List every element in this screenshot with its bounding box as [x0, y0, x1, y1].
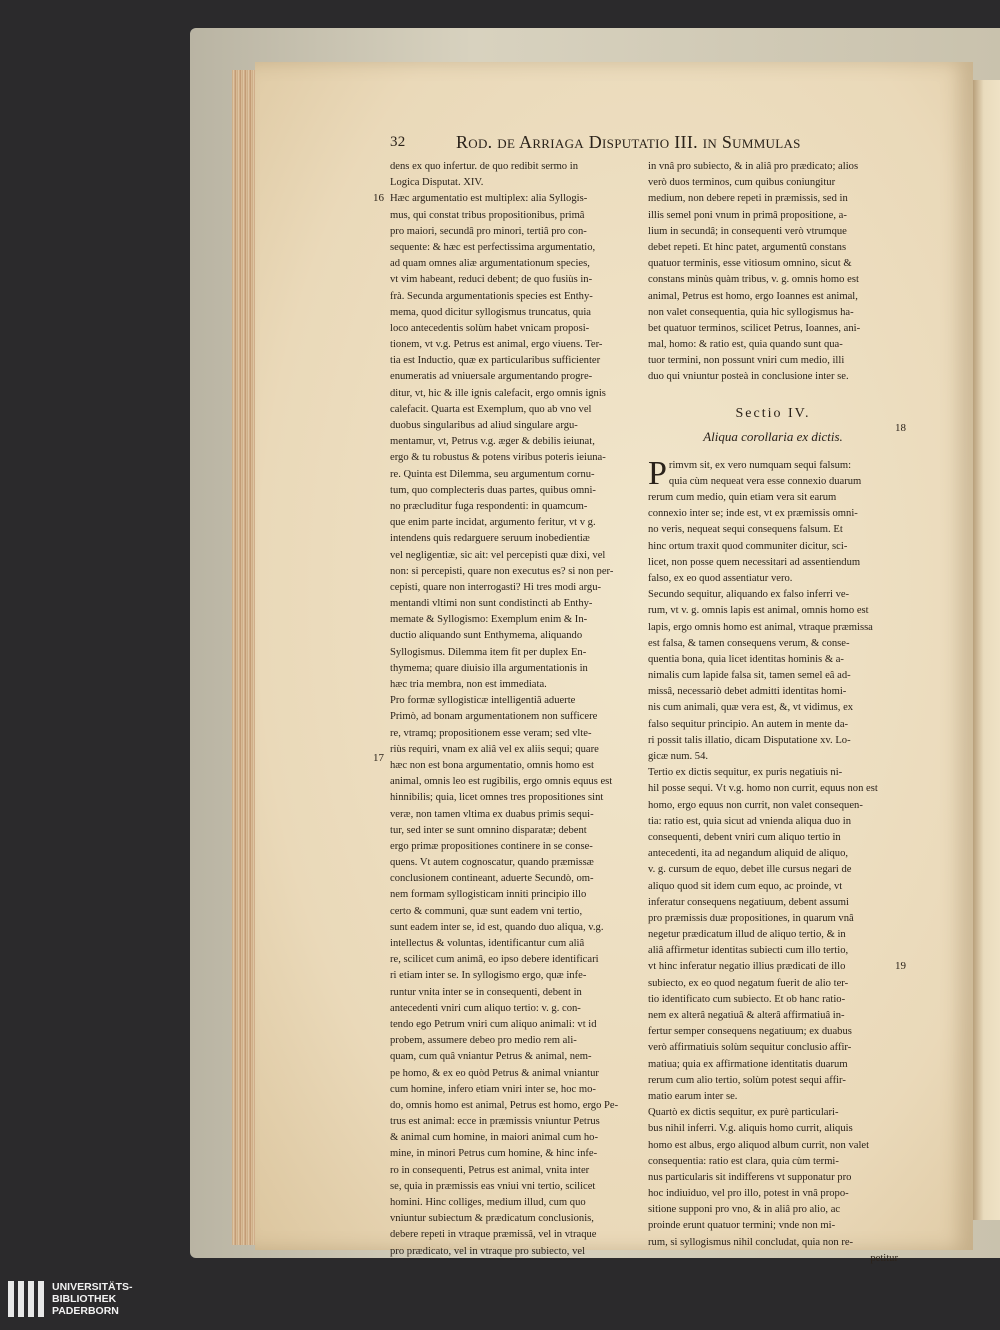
text-line: que enim parte incidat, argumento feritur, vt v g. [390, 517, 596, 529]
text-line: rerum cum medio, quin etiam vera sit earum [648, 492, 837, 503]
text-line: quatuor terminis, esse vitiosum omnino, sicut & [648, 258, 852, 270]
text-line: aliquo quod sit idem cum equo, ac proinde, vt [648, 880, 843, 892]
text-line: nus particularis sit indifferens vt supponatur pro [648, 1171, 852, 1183]
text-line: tia: ratio est, quia sicut ad vniendа aliqua duo in [648, 815, 851, 827]
text-line: do, omnis homo est animal, Petrus est homo, ergo Pe- [390, 1099, 619, 1111]
text-line: pro maiori, secundâ pro minori, tertiâ pro con- [390, 225, 587, 237]
text-line: rerum cum alio tertio, solùm potest sequi affir- [648, 1074, 846, 1086]
text-line: v. g. cursum de equo, debet ille cursus negari de [648, 864, 852, 876]
text-line: thymema; quare diuisio illa argumentationis in [390, 662, 588, 674]
text-line: quentia bona, quia licet identitas hominis & a- [648, 653, 844, 665]
text-line: tionem, vt v.g. Petrus est animal, ergo viuens. Ter- [390, 339, 603, 351]
text-line: sitione supponi pro vno, & in aliâ pro alio, ac [648, 1204, 841, 1216]
text-line: cepisti, quare non interrogasti? Hi tres modi argu- [390, 581, 602, 593]
text-line: tum, quo complecteris duas partes, quibus omni- [390, 484, 596, 496]
text-line: rum, si syllogismus nihil concludat, quia non re- [648, 1236, 854, 1248]
text-line: Secundo sequitur, aliquando ex falso inferri ve- [648, 589, 850, 601]
text-line: mema, quod dicitur syllogismus truncatus, quia [390, 306, 591, 318]
text-line: animal, Petrus est homo, ergo Ioannes est animal, [648, 290, 858, 302]
text-line: Tertio ex dictis sequitur, ex puris negatiuis ni- [648, 767, 843, 779]
logo-line: PADERBORN [52, 1305, 119, 1317]
text-line: lium in secundâ; in consequenti verò vtrumque [648, 225, 847, 237]
text-line: est falsa, & tamen consequens verum, & conse- [648, 637, 850, 649]
text-line: constans minùs quàm tribus, v. g. omnis homo est [648, 274, 859, 286]
text-line: mentamur, vt, Petrus v.g. æger & debilis ieiunat, [390, 436, 595, 448]
text-line: Quartò ex dictis sequitur, ex purè particulari- [648, 1107, 839, 1119]
text-line: runtur vnita inter se in consequenti, debent in [390, 986, 582, 998]
section-body [648, 454, 898, 1251]
text-line: antecedenti, ita ad negandum aliquid de aliquo, [648, 848, 849, 860]
right-column-top-text [648, 159, 898, 386]
text-line: nem ex alterâ negatiuâ & alterâ affirmatiuâ in- [648, 1010, 845, 1021]
text-line: missâ, necessariò debet admitti identitas homi- [648, 686, 847, 698]
text-line: hinc ortum traxit quod communiter dicitur, sci- [648, 540, 848, 552]
text-line: vt hinc inferatur negatio illius prædicati de illo [648, 961, 846, 973]
text-line: vt vim habeant, reduci debent; de quo fusiùs in- [390, 274, 593, 286]
library-logo [8, 1281, 208, 1321]
text-line: mine, in minori Petrus cum homine, & hinc infe- [390, 1148, 598, 1160]
text-line: hil posse sequi. Vt v.g. homo non currit, equus non est [648, 783, 878, 795]
text-line: antecedenti vniri cum aliquo tertio: v. g. con- [390, 1002, 581, 1014]
text-line: hæc tria membra, non est immediata. [390, 679, 547, 690]
text-line: matio earum inter se. [648, 1090, 738, 1102]
text-line: medium, non debere repeti in præmissis, sed in [648, 193, 848, 205]
logo-text [52, 1281, 133, 1317]
text-line: ductio aliquando sunt Enthymema, aliquando [390, 630, 583, 642]
text-line: ro in consequenti, Petrus est animal, vnita inter [390, 1164, 590, 1176]
text-line: ad quam omnes aliæ argumentationum species, [390, 258, 590, 270]
text-line: ri possit talis illatio, dicam Disputatione xv. Lo- [648, 734, 851, 746]
text-line: pe homo, & ex eo quòd Petrus & animal vniantur [390, 1067, 599, 1079]
text-line: lapis, ergo omnis homo est animal, vtraque præmissa [648, 621, 873, 633]
text-line: falso, ex eo quod assentiatur vero. [648, 572, 793, 584]
text-line: subiecto, ex eo quod negatum fuerit de alio ter- [648, 977, 849, 989]
text-line: nimalis cum lapide falsa sit, tamen semel eâ ad- [648, 670, 851, 682]
text-line: re, scilicet cum animâ, eo ipso debere identificari [390, 954, 599, 966]
text-line: animal, omnis leo est rugibilis, ergo omnis equus est [390, 776, 613, 788]
text-line: duobus singularibus ad aliud singulare argu- [390, 420, 578, 431]
text-line: mus, qui constat tribus propositionibus, primâ [390, 209, 585, 221]
section-title: Sectio IV. [735, 405, 811, 421]
text-line: homo est albus, ergo aliquod album currit, non valet [648, 1139, 870, 1151]
logo-line: BIBLIOTHEK [52, 1293, 117, 1305]
running-head [390, 132, 950, 156]
text-line: pro præmissis duæ propositiones, in quarum vnâ [648, 912, 854, 924]
text-line: matiua; quia ex affirmatione identitatis duarum [648, 1058, 848, 1070]
text-line: hæc non est bona argumentatio, omnis homo est [390, 759, 595, 771]
page-number: 32 [390, 134, 406, 150]
text-line: trus est animal: ecce in præmissis vniuntur Petrus [390, 1116, 600, 1128]
logo-line: UNIVERSITÄTS- [52, 1281, 133, 1293]
text-line: riùs requiri, vnam ex aliâ vel ex aliis sequi; quare [390, 743, 599, 755]
text-line: aliâ affirmetur identitas subiecti cum illo tertio, [648, 945, 849, 957]
text-line: Pro formæ syllogisticæ intelligentiâ aduerte [390, 695, 576, 707]
text-line: Hæc argumentatio est multiplex: alia Syllogis- [390, 193, 588, 205]
text-line: re. Quinta est Dilemma, seu argumentum cornu- [390, 468, 595, 480]
drop-cap: P [648, 454, 667, 492]
text-line: quam, cum quâ vniantur Petrus & animal, nem- [390, 1051, 592, 1063]
book-page [255, 62, 973, 1264]
section-subtitle: Aliqua corollaria ex dictis. [703, 428, 843, 444]
text-line: ergo primæ propositiones continere in se conse- [390, 840, 593, 852]
text-line: debere repeti in vtraque præmissâ, vel in vtraque [390, 1229, 597, 1241]
text-line: fertur semper consequens negatiuum; ex duabus [648, 1026, 852, 1038]
text-line: debet repeti. Et hinc patet, argumentû constans [648, 241, 847, 253]
text-line: falso sequitur principio. An autem in mente da- [648, 718, 849, 730]
text-line: proinde erunt quatuor termini; vnde non mi- [648, 1220, 836, 1232]
text-line: quia cùm nequeat vera esse connexio duarum [668, 475, 862, 487]
text-line: mentandi vltimi non sunt condistincti ab Enthy- [390, 598, 593, 610]
text-line: sunt eadem inter se, id est, quando duo aliqua, v.g. [390, 921, 604, 933]
text-line: se, quia in præmissis eas vniui vni tertio, scilicet [390, 1180, 596, 1192]
text-line: no præcluditur fuga respondenti: in quamcum- [390, 500, 588, 512]
text-line: intendens quis redarguere seruum inobedientiæ [390, 533, 590, 545]
text-line: homini. Hinc colliges, medium illud, cum quo [390, 1197, 586, 1208]
text-line: verò affirmatiuis solùm sequitur conclusio affir- [648, 1042, 852, 1054]
logo-bars-icon [8, 1281, 44, 1317]
catchword: petitur [870, 1252, 898, 1264]
text-line: consequenti, debent vniri cum aliquo tertio in [648, 831, 841, 843]
text-line: certo & communi, quæ sunt eadem vni tertio, [390, 905, 583, 917]
text-line: sequente: & hæc est perfectissima argumentatio, [390, 241, 596, 253]
facing-page-edge [973, 80, 1000, 1220]
text-line: connexio inter se; inde est, vt ex præmissis omni- [648, 508, 858, 520]
text-line: nem formam syllogisticam inniti principio illo [390, 889, 587, 901]
page-title: Rod. de Arriaga Disputatio III. in Summulas [456, 132, 801, 152]
text-line: illis semel poni vnum in primâ propositione, a- [648, 209, 847, 221]
text-line: Logica Disputat. XIV. [390, 177, 484, 189]
text-line: tuor termini, non possunt vniri cum medio, illi [648, 355, 845, 367]
text-line: vniuntur subiectum & prædicatum conclusionis, [390, 1213, 594, 1225]
text-line: veræ, non tamen vltima ex duabus primis sequi- [390, 808, 594, 820]
text-line: tia est Inductio, quæ ex particularibus sufficienter [390, 355, 601, 367]
text-line: non: si percepisti, quare non executus es? si non per- [390, 565, 614, 577]
text-line: ri etiam inter se. In syllogismo ergo, quæ infe- [390, 970, 587, 982]
margin-number: 18 [895, 422, 906, 434]
text-line: tio identificato cum subiecto. Et ob hanc ratio- [648, 993, 846, 1005]
text-line: memate & Syllogismo: Exemplum enim & In- [390, 614, 588, 626]
text-line: enumeratis ad vniuersale argumentando progre- [390, 371, 593, 383]
margin-number: 19 [895, 960, 906, 972]
text-line: licet, non posse quem necessitari ad assentiendum [648, 556, 861, 568]
text-line: mal, homo: & ratio est, quia quando sunt qua- [648, 339, 843, 351]
text-line: dens ex quo infertur. de quo redibit sermo in [390, 161, 578, 172]
text-line: intellectus & voluntas, identificantur cum aliâ [390, 938, 585, 949]
text-line: hinnibilis; quia, licet omnes tres propositiones sint [390, 792, 604, 804]
text-line: probem, assumere debeo pro medio rem ali- [390, 1035, 577, 1047]
text-line: negetur prædicatum illud de aliquo tertio, & in [648, 929, 846, 941]
right-column-bottom-text [648, 454, 898, 1251]
text-line: Syllogismus. Dilemma item fit per duplex En- [390, 646, 587, 658]
text-line: hoc indiuiduo, vel pro illo, potest in vnâ propo- [648, 1188, 849, 1200]
text-line: quens. Vt autem cognoscatur, quando præmissæ [390, 857, 594, 869]
text-line: nis cum animali, quæ vera est, &, vt vidimus, ex [648, 702, 854, 714]
left-column [390, 159, 640, 1260]
text-line: loco antecedentis solùm habet vnicam proposi- [390, 322, 590, 334]
margin-number: 17 [373, 752, 384, 764]
text-line: gicæ num. 54. [648, 751, 709, 762]
text-line: tur, sed inter se sunt omnino disparatæ; debent [390, 824, 587, 836]
text-line: bus nihil inferri. V.g. aliquis homo currit, aliquis [648, 1123, 853, 1135]
text-line: frà. Secunda argumentationis species est Enthy- [390, 290, 593, 302]
text-line: ergo & tu robustus & potens viribus poteris ieiuna- [390, 452, 606, 464]
text-line: bet quatuor terminos, scilicet Petrus, Ioannes, ani- [648, 322, 861, 334]
text-line: homo, ergo equus non currit, non valet consequen- [648, 799, 863, 811]
text-line: verò duos terminos, cum quibus coniungitur [648, 177, 836, 189]
text-line: pro prædicato, vel in vtraque pro subiecto, vel [390, 1245, 586, 1257]
text-line: tendo ego Petrum vniri cum aliquo animali: vt id [390, 1018, 597, 1030]
text-line: inferatur consequens negatiuum, debent assumi [648, 896, 849, 908]
text-line: in vnâ pro subiecto, & in aliâ pro prædicato; alios [648, 161, 859, 172]
text-line: no veris, nequeat sequi consequens falsum. Et [648, 524, 843, 536]
margin-number: 16 [373, 192, 384, 204]
text-line: duo qui vniuntur posteà in conclusione inter se. [648, 371, 849, 383]
right-column [648, 159, 898, 1267]
text-line: consequentia: ratio est clara, quia cùm termi- [648, 1155, 839, 1167]
text-line: Primò, ad bonam argumentationem non sufficere [390, 711, 598, 723]
text-line: non valet consequentia, quia hic syllogismus ha- [648, 306, 854, 318]
text-line: & animal cum homine, in maiori animal cum ho- [390, 1132, 599, 1144]
text-line: calefacit. Quarta est Exemplum, quo ab vno vel [390, 403, 592, 415]
text-line: rimvm sit, ex vero numquam sequi falsum: [668, 459, 852, 471]
text-line: vel negligentiæ, sic ait: vel percepisti quæ dixi, vel [390, 549, 606, 561]
text-line: ditur, vt, hic & ille ignis calefacit, ergo omnis ignis [390, 387, 606, 399]
text-line: re, vtramq; propositionem esse veram; sed vlte- [390, 727, 592, 739]
text-line: conclusionem contineant, aduerte Secundò, om- [390, 873, 594, 885]
text-line: rum, vt v. g. omnis lapis est animal, omnis homo est [648, 605, 869, 617]
text-line: cum homine, infero etiam vniri inter se, hoc mo- [390, 1083, 596, 1095]
